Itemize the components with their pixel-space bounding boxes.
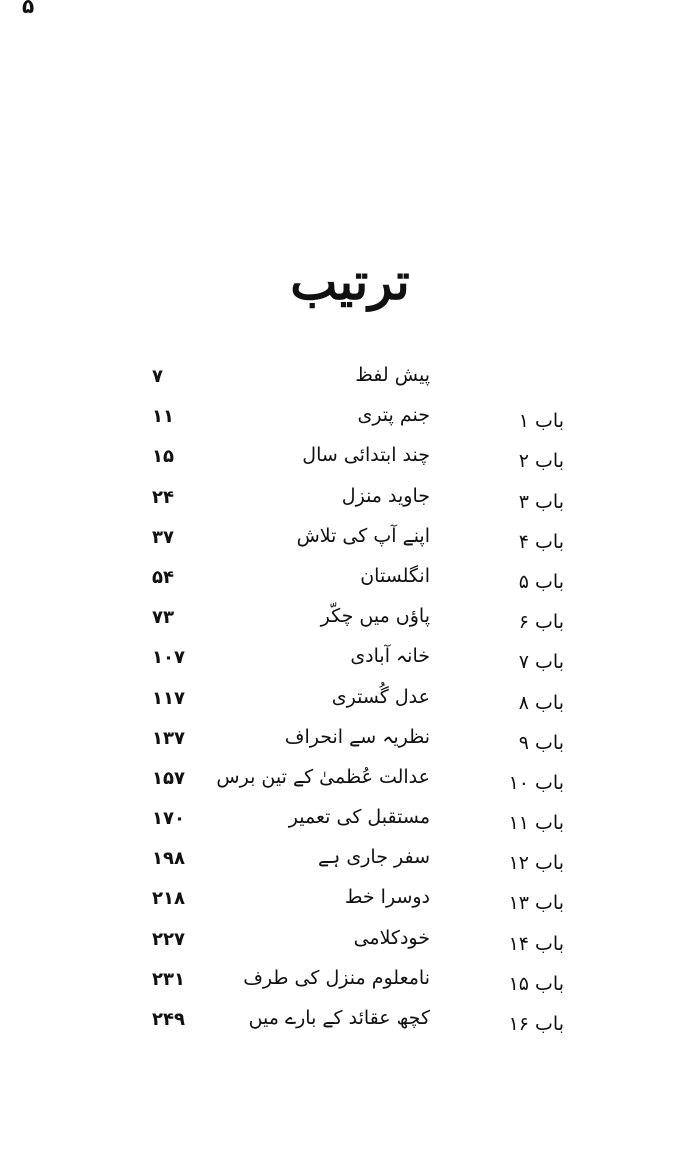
chapter-label: باب ۶: [518, 611, 564, 634]
toc-entry: [0, 684, 700, 724]
toc-entry: [0, 643, 700, 683]
toc-entry: [0, 603, 700, 643]
page-reference: ۵۴: [152, 566, 174, 588]
toc-entry-preface: [0, 362, 700, 402]
chapter-label: باب ۱۱: [508, 812, 564, 835]
page-reference: ۲۴۹: [152, 1009, 185, 1030]
chapter-title: سفر جاری ہے: [318, 846, 430, 869]
chapter-label: باب ۴: [518, 530, 564, 553]
page-reference: ۲۲۷: [152, 928, 185, 950]
chapter-title: اپنے آپ کی تلاش: [296, 524, 430, 547]
chapter-label: باب ۹: [518, 731, 564, 754]
chapter-title: عدل گُستری: [331, 685, 430, 708]
chapter-label: باب ۱۲: [508, 852, 564, 875]
page-reference: ۷: [152, 366, 163, 387]
chapter-label: باب ۳: [518, 490, 564, 513]
chapter-label: باب ۲: [518, 450, 564, 473]
page-reference: ۲۱۸: [152, 888, 185, 910]
chapter-title: خانہ آبادی: [350, 645, 430, 668]
chapter-title: دوسرا خط: [344, 886, 430, 909]
toc-entry: [0, 804, 700, 844]
page-reference: ۲۴: [152, 486, 174, 508]
toc-entry: [0, 925, 700, 965]
page-reference: ۲۳۱: [152, 968, 185, 990]
chapter-title: عدالت عُظمیٰ کے تین برس: [216, 765, 430, 788]
chapter-label: باب ۷: [518, 651, 564, 674]
chapter-label: باب ۱۳: [508, 892, 564, 915]
chapter-title: انگلستان: [360, 564, 430, 587]
page-reference: ۱۱: [152, 406, 174, 428]
toc-entry: [0, 402, 700, 442]
toc-entry: [0, 884, 700, 924]
chapter-title: پیش لفظ: [355, 364, 430, 386]
page-reference: ۱۵۷: [152, 767, 185, 789]
page-reference: ۱۵: [152, 446, 174, 468]
page-reference: ۷۳: [152, 607, 174, 629]
toc-entry: [0, 563, 700, 603]
toc-entry: [0, 724, 700, 764]
chapter-label: باب ۱۵: [508, 972, 564, 995]
page-title: ترتیب: [290, 252, 410, 311]
toc-entry: [0, 844, 700, 884]
chapter-title: جنم پتری: [357, 404, 430, 427]
chapter-label: باب ۱: [518, 410, 564, 433]
chapter-title: نامعلوم منزل کی طرف: [243, 966, 430, 989]
chapter-label: باب ۱۰: [508, 771, 564, 794]
chapter-title: کچھ عقائد کے بارے میں: [248, 1007, 430, 1029]
chapter-label: باب ۱۶: [508, 1013, 564, 1035]
chapter-label: باب ۱۴: [508, 932, 564, 955]
chapter-title: پاؤں میں چکّر: [320, 605, 430, 628]
chapter-title: جاوید منزل: [341, 484, 430, 507]
toc-entry: [0, 523, 700, 563]
toc-entry: [0, 764, 700, 804]
toc-entry: [0, 442, 700, 482]
table-of-contents: [0, 362, 700, 1045]
page-reference: ۱۳۷: [152, 727, 185, 749]
toc-entry: [0, 483, 700, 523]
page-reference: ۱۱۷: [152, 687, 185, 709]
page-reference: ۱۷۰: [152, 808, 185, 830]
page-reference: ۱۹۸: [152, 848, 185, 870]
toc-entry: [0, 965, 700, 1005]
chapter-label: باب ۵: [518, 570, 564, 593]
chapter-title: خودکلامی: [353, 926, 430, 949]
chapter-title: مستقبل کی تعمیر: [288, 806, 430, 829]
chapter-title: نظریہ سے انحراف: [284, 725, 430, 748]
page-reference: ۱۰۷: [152, 647, 185, 669]
page-reference: ۳۷: [152, 526, 174, 548]
chapter-title: چند ابتدائی سال: [302, 444, 430, 467]
page-number: ۵: [22, 0, 35, 18]
chapter-label: باب ۸: [518, 691, 564, 714]
toc-entry: [0, 1005, 700, 1045]
